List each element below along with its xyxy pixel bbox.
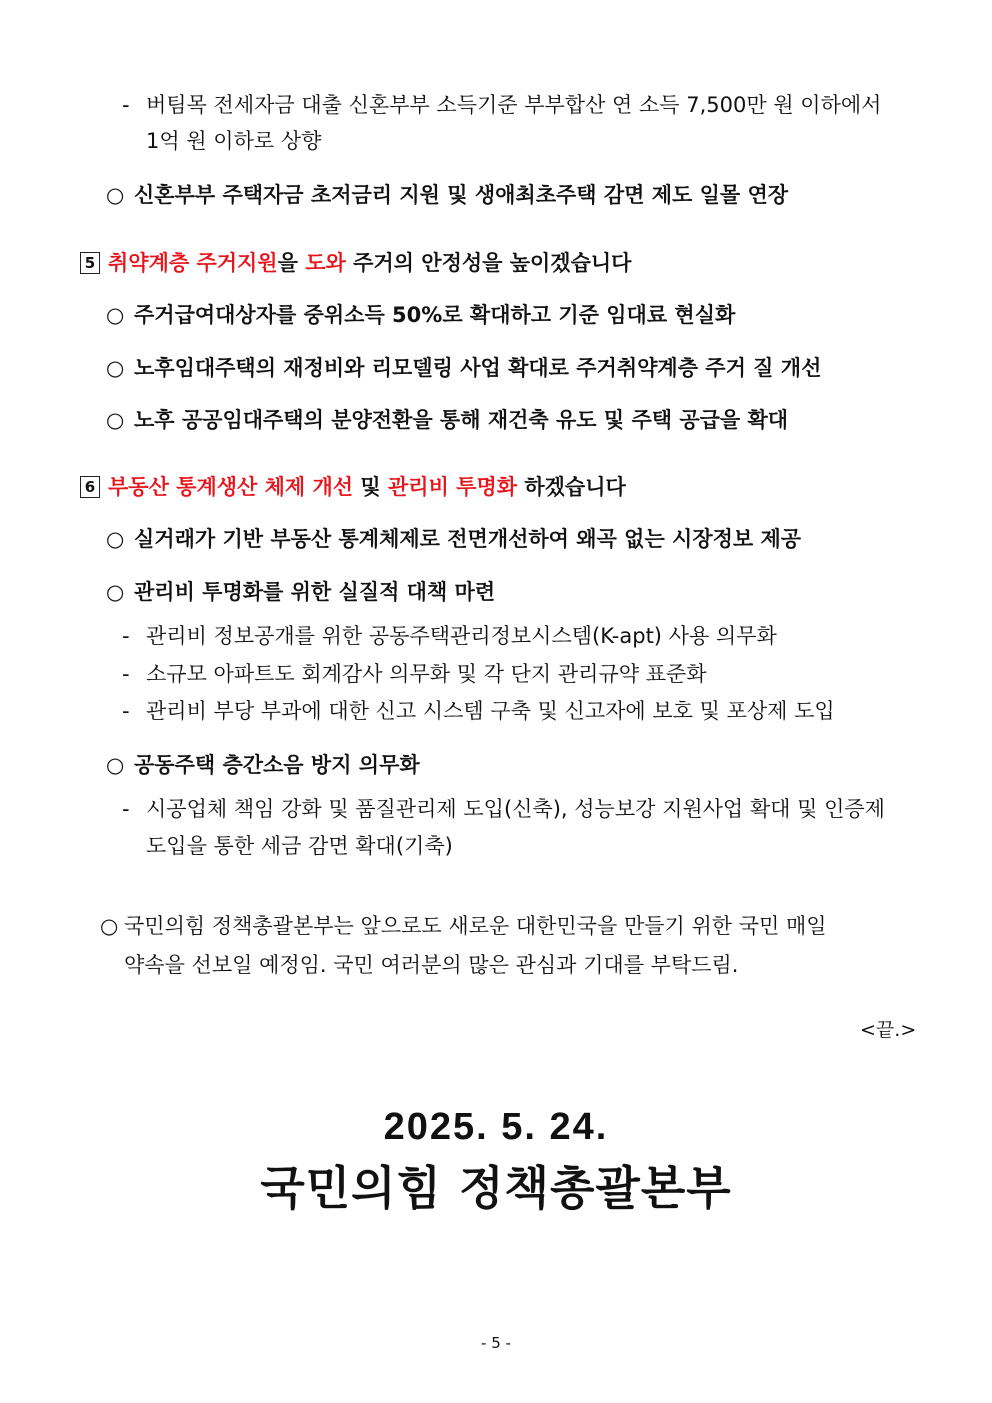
- circle-mark: ○: [106, 303, 125, 327]
- sub-item: [122, 794, 885, 824]
- bullet-text: 주거급여대상자를 중위소득 50%로 확대하고 기준 임대료 현실화: [134, 303, 736, 327]
- heading-highlight-2: 도와: [305, 251, 346, 275]
- section-number-box: 5: [80, 252, 100, 274]
- circle-mark: ○: [106, 527, 125, 551]
- bullet-text: 관리비 투명화를 위한 실질적 대책 마련: [134, 580, 496, 604]
- sub-item: [122, 696, 835, 726]
- dash-mark: -: [122, 699, 130, 723]
- bullet-text: 노후 공공임대주택의 분양전환을 통해 재건축 유도 및 주택 공급을 확대: [134, 408, 789, 432]
- section-5-heading: [80, 248, 631, 278]
- bullet-item: [106, 300, 735, 330]
- heading-text-4: 주거의 안정성을 높이겠습니다: [345, 251, 632, 275]
- end-mark: <끝.>: [860, 1019, 917, 1041]
- circle-mark: ○: [106, 753, 125, 777]
- bullet-text: 신혼부부 주택자금 초저금리 지원 및 생애최초주택 감면 제도 일몰 연장: [134, 183, 789, 207]
- dash-mark: -: [122, 93, 130, 117]
- bullet-item: [106, 524, 801, 554]
- sub-item-text: 관리비 정보공개를 위한 공동주택관리정보시스템(K-apt) 사용 의무화: [146, 624, 777, 648]
- circle-mark: ○: [106, 356, 125, 380]
- closing-paragraph: [100, 911, 827, 941]
- closing-line-1: 국민의힘 정책총괄본부는 앞으로도 새로운 대한민국을 만들기 위한 국민 매일: [124, 914, 827, 938]
- heading-highlight-2: 관리비 투명화: [388, 475, 518, 499]
- sub-item-loan-income: [122, 90, 912, 120]
- bullet-item: [106, 353, 821, 383]
- sub-item-text: 소규모 아파트도 회계감사 의무화 및 각 단지 관리규약 표준화: [146, 662, 707, 686]
- bullet-item: [106, 750, 420, 780]
- circle-mark: ○: [106, 580, 125, 604]
- heading-text-4: 하겠습니다: [517, 475, 626, 499]
- heading-text-2: 및: [353, 475, 389, 499]
- sub-item-text: 관리비 부당 부과에 대한 신고 시스템 구축 및 신고자에 보호 및 포상제 도입: [146, 699, 835, 723]
- dash-mark: -: [122, 624, 130, 648]
- page-number: - 5 -: [481, 1334, 511, 1352]
- bullet-text: 노후임대주택의 재정비와 리모델링 사업 확대로 주거취약계층 주거 질 개선: [134, 356, 822, 380]
- circle-mark: ○: [106, 408, 125, 432]
- sub-item: [122, 621, 777, 651]
- document-date: 2025. 5. 24.: [383, 1106, 609, 1148]
- heading-highlight-1: 취약계층 주거지원: [108, 251, 278, 275]
- dash-mark: -: [122, 797, 130, 821]
- section-6-heading: [80, 472, 626, 502]
- bullet-text: 공동주택 층간소음 방지 의무화: [134, 753, 420, 777]
- section-number-box: 6: [80, 476, 100, 498]
- sub-item-continuation: 1억 원 이하로 상향: [146, 129, 322, 153]
- sub-item-text: 버팀목 전세자금 대출 신혼부부 소득기준 부부합산 연 소득 7,500만 원 이하에서: [146, 93, 882, 117]
- heading-text-2: 을: [277, 251, 306, 275]
- circle-mark: ○: [100, 914, 119, 938]
- bullet-item: [106, 577, 495, 607]
- bullet-item-newlywed-loan: [106, 180, 788, 210]
- closing-line-2: 약속을 선보일 예정임. 국민 여러분의 많은 관심과 기대를 부탁드림.: [124, 953, 739, 977]
- bullet-item: [106, 405, 788, 435]
- sub-item: [122, 659, 707, 689]
- heading-highlight-1: 부동산 통계생산 체제 개선: [108, 475, 354, 499]
- sub-item-text: 시공업체 책임 강화 및 품질관리제 도입(신축), 성능보강 지원사업 확대 및 인증제: [146, 797, 885, 821]
- dash-mark: -: [122, 662, 130, 686]
- bullet-text: 실거래가 기반 부동산 통계체제로 전면개선하여 왜곡 없는 시장정보 제공: [134, 527, 802, 551]
- sub-item-continuation: 도입을 통한 세금 감면 확대(기축): [146, 834, 453, 858]
- circle-mark: ○: [106, 183, 125, 207]
- organization-name: 국민의힘 정책총괄본부: [260, 1161, 732, 1215]
